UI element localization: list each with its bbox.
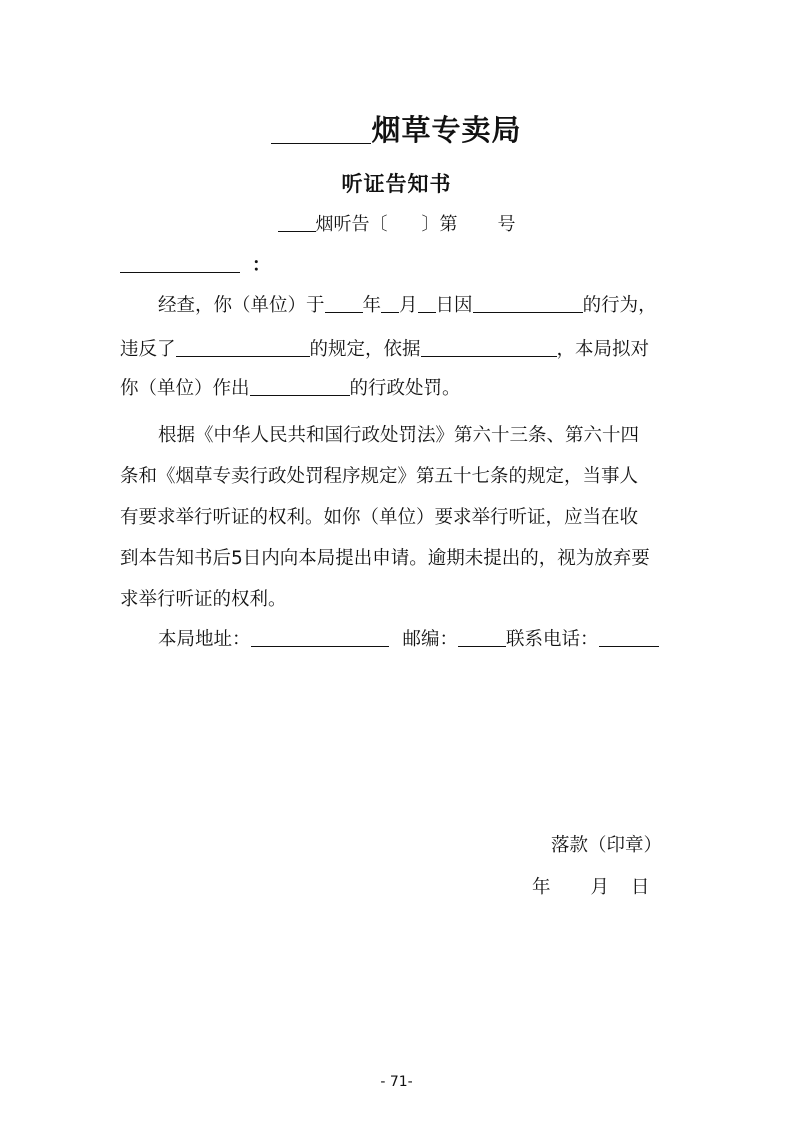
- addressee-blank: [120, 254, 240, 273]
- doc-no-prefix: 烟听告〔: [315, 214, 388, 235]
- penalty-blank: [250, 377, 350, 396]
- contact-line: [158, 628, 659, 652]
- para1-year: 年: [362, 295, 382, 316]
- para1-basis: 的规定，依据: [309, 339, 421, 360]
- document-subtitle: 听证告知书: [341, 172, 452, 196]
- signature-date: [532, 876, 650, 900]
- para2-line3: 有要求举行听证的权利。如你（单位）要求举行听证，应当在收: [120, 507, 639, 528]
- basis-blank: [421, 338, 557, 357]
- violated-rule-blank: [176, 338, 310, 357]
- signature-year: 年: [532, 877, 551, 898]
- document-title: [0, 108, 793, 149]
- para1-make: 你（单位）作出: [120, 378, 250, 399]
- behavior-blank: [473, 294, 583, 313]
- doc-no-suffix: 号: [497, 214, 516, 235]
- title-text: 烟草专卖局: [371, 113, 522, 147]
- para2-line2: 条和《烟草专卖行政处罚程序规定》第五十七条的规定，当事人: [120, 466, 639, 487]
- day-blank: [418, 294, 436, 313]
- para1-penalty: 的行政处罚。: [349, 378, 461, 399]
- page-number: - 71-: [380, 1074, 413, 1090]
- month-blank: [381, 294, 399, 313]
- address-blank: [251, 628, 389, 647]
- addressee-line: [120, 254, 271, 278]
- postcode-label: 邮编：: [402, 629, 459, 650]
- addressee-colon: ：: [252, 255, 271, 276]
- para1-violated: 违反了: [120, 339, 176, 360]
- signature-day: 日: [631, 877, 650, 898]
- para2-line5: 求举行听证的权利。: [120, 589, 287, 610]
- year-blank: [325, 294, 363, 313]
- document-number: [0, 210, 793, 236]
- issuer-blank: [271, 117, 371, 144]
- phone-blank: [599, 628, 659, 647]
- doc-no-mid: 〕第: [421, 214, 458, 235]
- para1-line2: [120, 338, 649, 362]
- para1-text: 经查，你（单位）于: [158, 295, 325, 316]
- para1-end: 的行为，: [582, 295, 657, 316]
- signature-seal: 落款（印章）: [551, 835, 663, 856]
- para2-line1: 根据《中华人民共和国行政处罚法》第六十三条、第六十四: [158, 425, 640, 446]
- address-label: 本局地址：: [158, 629, 251, 650]
- para1-line1: [158, 294, 657, 318]
- para1-intend: ，本局拟对: [556, 339, 650, 360]
- para1-day-cause: 日因: [435, 295, 473, 316]
- para1-line3: [120, 377, 461, 401]
- para2-line4: 到本告知书后5日内向本局提出申请。逾期未提出的，视为放弃要: [120, 548, 650, 569]
- para1-month: 月: [399, 295, 418, 316]
- doc-no-prefix-blank: [278, 213, 316, 232]
- signature-month: 月: [590, 877, 610, 898]
- phone-label: 联系电话：: [506, 629, 599, 650]
- postcode-blank: [458, 628, 506, 647]
